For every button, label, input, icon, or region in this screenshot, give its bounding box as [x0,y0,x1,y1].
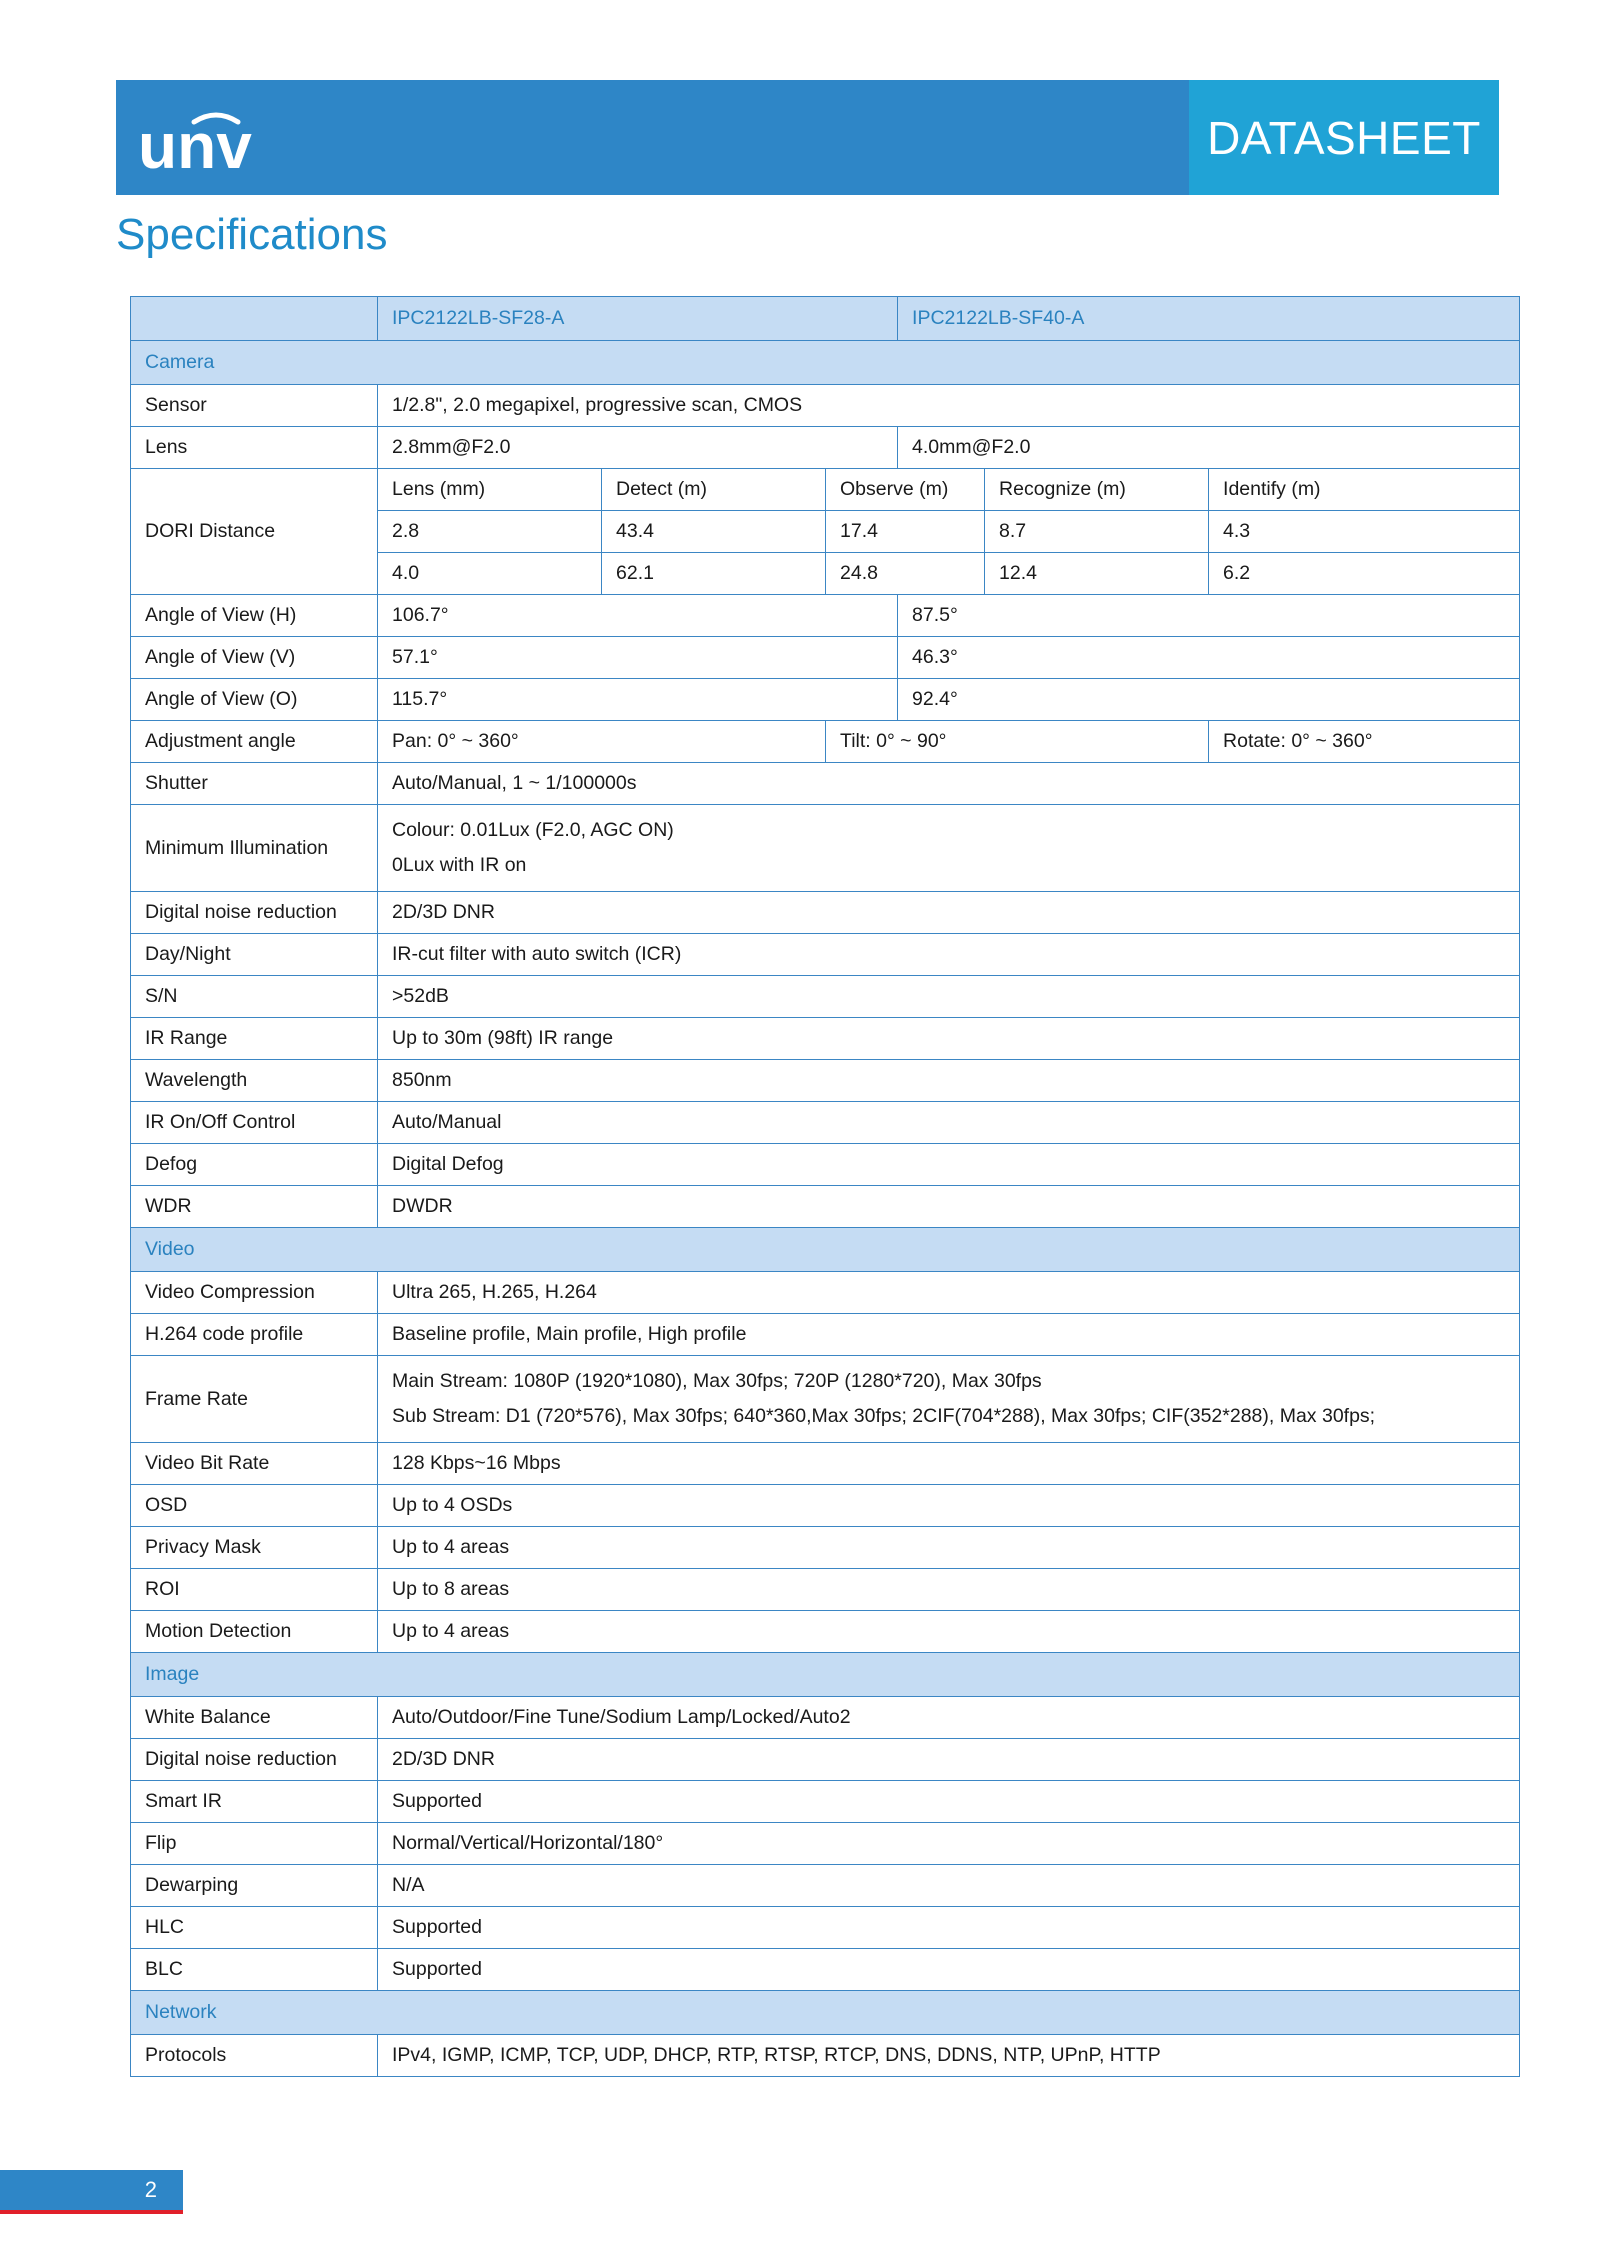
datasheet-badge [1189,80,1499,195]
row-value: Auto/Manual [378,1102,1520,1144]
datasheet-label: DATASHEET [1207,111,1481,164]
table-row [131,1272,1520,1314]
row-label: Angle of View (O) [131,679,378,721]
section-title: Network [131,1991,1520,2035]
dori-cell: 4.0 [378,553,602,595]
dori-cell: 62.1 [602,553,826,595]
model-sf28: IPC2122LB-SF28-A [378,297,898,341]
row-label: Sensor [131,385,378,427]
row-value: Ultra 265, H.265, H.264 [378,1272,1520,1314]
dori-cell: 8.7 [985,511,1209,553]
row-value: 1/2.8", 2.0 megapixel, progressive scan, CMOS [378,385,1520,427]
row-label: Smart IR [131,1781,378,1823]
row-value: 2.8mm@F2.0 [378,427,898,469]
table-row [131,595,1520,637]
row-value: Supported [378,1949,1520,1991]
row-label: Flip [131,1823,378,1865]
rotate-value: Rotate: 0° ~ 360° [1209,721,1520,763]
row-label: Protocols [131,2035,378,2077]
section-title: Camera [131,341,1520,385]
section-title: Image [131,1653,1520,1697]
row-value: Up to 4 areas [378,1611,1520,1653]
table-row [131,892,1520,934]
row-label: Digital noise reduction [131,1739,378,1781]
table-row [131,427,1520,469]
row-label: Wavelength [131,1060,378,1102]
table-row [131,934,1520,976]
header-banner [116,80,1499,195]
row-label: Video Bit Rate [131,1443,378,1485]
table-row [131,763,1520,805]
table-row [131,679,1520,721]
row-value: >52dB [378,976,1520,1018]
dori-cell: 43.4 [602,511,826,553]
table-row [131,2035,1520,2077]
pan-value: Pan: 0° ~ 360° [378,721,826,763]
table-row [131,1865,1520,1907]
row-label: Privacy Mask [131,1527,378,1569]
table-row [131,1356,1520,1443]
row-value [378,1356,1520,1443]
section-title: Video [131,1228,1520,1272]
row-label: White Balance [131,1697,378,1739]
dori-cell: 6.2 [1209,553,1520,595]
row-label: Defog [131,1144,378,1186]
row-value: 4.0mm@F2.0 [898,427,1520,469]
row-label: IR On/Off Control [131,1102,378,1144]
row-value: Normal/Vertical/Horizontal/180° [378,1823,1520,1865]
table-row [131,385,1520,427]
dori-header-cell: Recognize (m) [985,469,1209,511]
table-row [131,976,1520,1018]
row-label: DORI Distance [131,469,378,595]
row-label: S/N [131,976,378,1018]
page-title: Specifications [116,210,388,259]
table-row [131,1569,1520,1611]
table-row [131,1186,1520,1228]
dori-cell: 12.4 [985,553,1209,595]
table-row [131,1060,1520,1102]
table-row [131,805,1520,892]
row-value: IPv4, IGMP, ICMP, TCP, UDP, DHCP, RTP, RTSP, RTCP, DNS, DDNS, NTP, UPnP, HTTP [378,2035,1520,2077]
table-row [131,1697,1520,1739]
row-label: HLC [131,1907,378,1949]
section-row-image [131,1653,1520,1697]
row-value: 57.1° [378,637,898,679]
row-label: Minimum Illumination [131,805,378,892]
row-value: Digital Defog [378,1144,1520,1186]
page-number: 2 [0,2170,183,2210]
page-number-underline [0,2210,183,2214]
row-value: 128 Kbps~16 Mbps [378,1443,1520,1485]
dori-cell: 2.8 [378,511,602,553]
row-label: Video Compression [131,1272,378,1314]
row-value: 92.4° [898,679,1520,721]
row-label: Day/Night [131,934,378,976]
row-value: DWDR [378,1186,1520,1228]
table-row [131,1144,1520,1186]
table-row [131,1949,1520,1991]
table-row [131,1611,1520,1653]
row-value: 87.5° [898,595,1520,637]
dori-header-cell: Lens (mm) [378,469,602,511]
row-value: Auto/Outdoor/Fine Tune/Sodium Lamp/Locked/Auto2 [378,1697,1520,1739]
table-row [131,1314,1520,1356]
table-row [131,1781,1520,1823]
row-label: Angle of View (H) [131,595,378,637]
row-value [378,805,1520,892]
model-header-row [131,297,1520,341]
specifications-table [130,296,1520,2077]
row-value: Up to 4 OSDs [378,1485,1520,1527]
table-row [131,1823,1520,1865]
row-label: Lens [131,427,378,469]
row-label: Angle of View (V) [131,637,378,679]
row-value: 115.7° [378,679,898,721]
value-line: Sub Stream: D1 (720*576), Max 30fps; 640*360,Max 30fps; 2CIF(704*288), Max 30fps; CIF(352*288), Max 30fps; [392,1405,1376,1427]
row-value: Auto/Manual, 1 ~ 1/100000s [378,763,1520,805]
row-label: Digital noise reduction [131,892,378,934]
row-value: Supported [378,1781,1520,1823]
dori-cell: 17.4 [826,511,985,553]
row-value: N/A [378,1865,1520,1907]
dori-header-cell: Detect (m) [602,469,826,511]
dori-cell: 4.3 [1209,511,1520,553]
row-label: OSD [131,1485,378,1527]
row-label: Adjustment angle [131,721,378,763]
value-line: Colour: 0.01Lux (F2.0, AGC ON) [392,819,674,841]
table-row [131,1527,1520,1569]
dori-cell: 24.8 [826,553,985,595]
table-row [131,637,1520,679]
row-value: Up to 8 areas [378,1569,1520,1611]
row-value: Up to 4 areas [378,1527,1520,1569]
row-value: Supported [378,1907,1520,1949]
row-label: Motion Detection [131,1611,378,1653]
row-label: H.264 code profile [131,1314,378,1356]
unv-logo [136,100,296,180]
row-value: 46.3° [898,637,1520,679]
value-line: Main Stream: 1080P (1920*1080), Max 30fps; 720P (1280*720), Max 30fps [392,1370,1042,1392]
row-label: ROI [131,1569,378,1611]
row-label: WDR [131,1186,378,1228]
table-row [131,1485,1520,1527]
section-row-video [131,1228,1520,1272]
table-row [131,721,1520,763]
table-row [131,1443,1520,1485]
table-row [131,1102,1520,1144]
section-row-network [131,1991,1520,2035]
row-label: BLC [131,1949,378,1991]
row-label: Dewarping [131,1865,378,1907]
model-header-blank [131,297,378,341]
section-row-camera [131,341,1520,385]
value-line: 0Lux with IR on [392,854,527,876]
row-value: 2D/3D DNR [378,1739,1520,1781]
table-row [131,1739,1520,1781]
row-value: 2D/3D DNR [378,892,1520,934]
row-value: Up to 30m (98ft) IR range [378,1018,1520,1060]
table-row [131,1018,1520,1060]
tilt-value: Tilt: 0° ~ 90° [826,721,1209,763]
dori-header-cell: Identify (m) [1209,469,1520,511]
row-value: 106.7° [378,595,898,637]
row-label: IR Range [131,1018,378,1060]
row-label: Shutter [131,763,378,805]
row-value: 850nm [378,1060,1520,1102]
dori-header-row [131,469,1520,511]
row-value: IR-cut filter with auto switch (ICR) [378,934,1520,976]
dori-header-cell: Observe (m) [826,469,985,511]
table-row [131,1907,1520,1949]
row-label: Frame Rate [131,1356,378,1443]
logo-text: unv [138,110,252,180]
model-sf40: IPC2122LB-SF40-A [898,297,1520,341]
row-value: Baseline profile, Main profile, High profile [378,1314,1520,1356]
